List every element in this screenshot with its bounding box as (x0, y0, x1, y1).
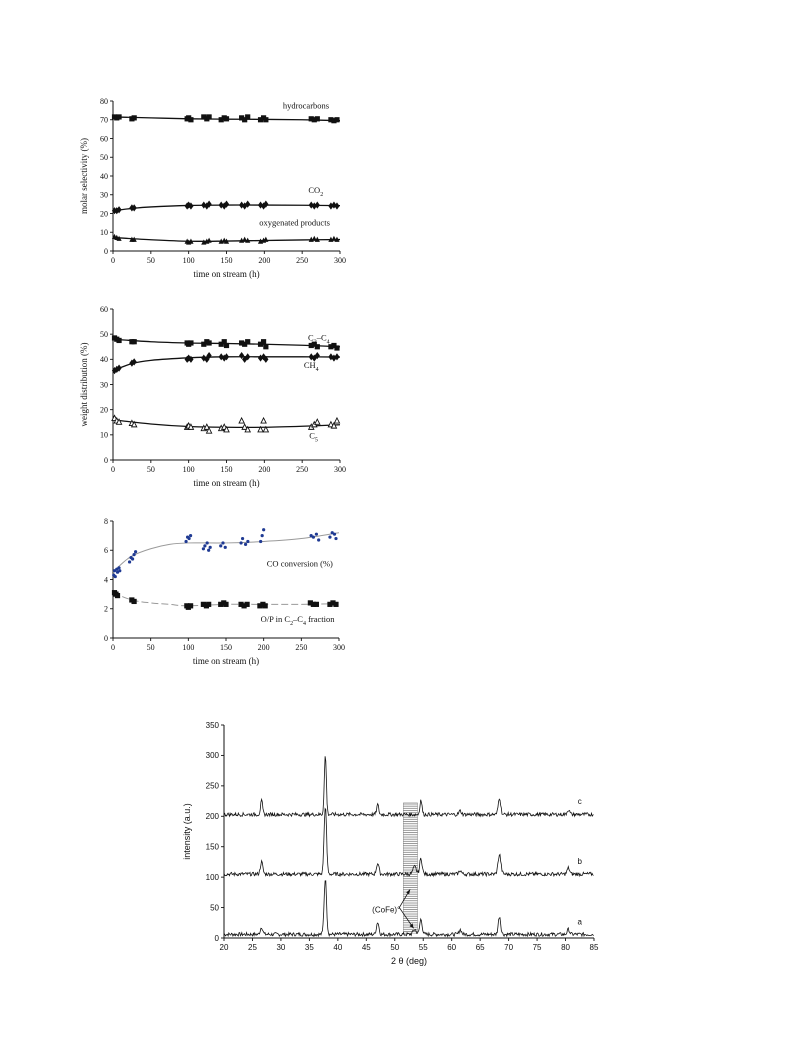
x-tick-label: 70 (504, 943, 514, 952)
data-point (131, 557, 134, 560)
trace-label: c (577, 797, 582, 807)
y-tick-label: 30 (100, 190, 108, 200)
x-tick-label: 60 (447, 943, 457, 952)
label-part: 4 (302, 620, 306, 627)
data-point (131, 599, 136, 604)
x-tick-label: 300 (334, 465, 346, 474)
data-point (117, 566, 120, 569)
data-point (115, 593, 120, 598)
data-point (224, 116, 229, 121)
x-tick-label: 200 (258, 465, 271, 474)
series-label (304, 360, 319, 373)
y-axis-label: intensity (a.u.) (182, 803, 192, 860)
y-tick-label: 0 (104, 633, 108, 643)
data-point (207, 549, 210, 552)
x-tick-label: 100 (182, 465, 195, 474)
data-point (315, 533, 318, 536)
data-point (221, 541, 224, 544)
data-point (132, 553, 135, 556)
data-point (189, 534, 192, 537)
data-point (187, 537, 190, 540)
y-tick-label: 6 (104, 546, 108, 556)
x-tick-label: 50 (146, 465, 155, 474)
data-point (312, 535, 315, 538)
data-point (261, 534, 264, 537)
x-tick-label: 80 (561, 943, 570, 952)
data-point (333, 533, 336, 536)
x-tick-label: 50 (146, 256, 155, 265)
y-tick-label: 10 (100, 430, 108, 440)
label-part: 4 (326, 339, 330, 346)
x-axis-label: time on stream (h) (193, 269, 260, 279)
x-tick-label: 50 (146, 643, 155, 652)
y-tick-label: 350 (205, 720, 219, 730)
y-tick-label: 30 (100, 380, 108, 390)
x-tick-label: 0 (111, 643, 115, 652)
y-tick-label: 0 (104, 246, 108, 256)
data-point (263, 344, 268, 349)
y-tick-label: 8 (104, 516, 108, 526)
data-point (239, 541, 242, 544)
data-point (245, 339, 250, 344)
data-point (188, 340, 193, 345)
x-tick-label: 55 (418, 943, 428, 952)
x-tick-label: 300 (333, 643, 345, 652)
data-point (261, 418, 266, 423)
data-point (206, 602, 211, 607)
trace-label: b (577, 856, 582, 866)
data-point (206, 340, 211, 345)
data-point (334, 117, 339, 122)
data-point (263, 603, 268, 608)
y-axis-label: weight distribution (%) (79, 342, 89, 427)
x-axis-label: 2 θ (deg) (390, 956, 428, 966)
label-part: fraction (305, 613, 335, 624)
y-tick-label: 200 (205, 812, 219, 822)
data-point (132, 339, 137, 344)
data-point (224, 343, 229, 348)
x-tick-label: 35 (304, 943, 314, 952)
data-point (241, 537, 244, 540)
chart-xrd-pattern (182, 721, 599, 966)
x-tick-label: 85 (589, 943, 599, 952)
x-tick-label: 0 (111, 465, 115, 474)
y-tick-label: 150 (205, 842, 219, 852)
x-tick-label: 200 (258, 256, 271, 265)
data-point (114, 575, 117, 578)
data-point (334, 537, 337, 540)
hatched-band (403, 803, 417, 933)
data-point (239, 418, 244, 423)
data-point (334, 418, 339, 423)
series-label (308, 185, 323, 198)
label-part: CH (303, 360, 316, 371)
data-point (315, 116, 320, 121)
data-point (333, 602, 338, 607)
annotation-label: (CoFe)° (372, 905, 401, 915)
data-point (224, 546, 227, 549)
x-tick-label: 150 (220, 256, 233, 265)
x-tick-label: 250 (296, 256, 309, 265)
y-tick-label: 10 (100, 228, 108, 238)
y-tick-label: 100 (205, 872, 219, 882)
data-point (246, 540, 249, 543)
data-point (202, 547, 205, 550)
y-tick-label: 20 (100, 209, 108, 219)
x-tick-label: 40 (333, 943, 343, 952)
x-tick-label: 75 (532, 943, 542, 952)
data-point (245, 114, 250, 119)
y-tick-label: 0 (214, 933, 219, 943)
data-point (128, 560, 131, 563)
label-part: 2 (313, 339, 317, 346)
x-axis-label: time on stream (h) (192, 656, 260, 666)
data-point (262, 528, 265, 531)
y-tick-label: 250 (205, 781, 219, 791)
data-point (188, 603, 193, 608)
y-axis-label: molar selectivity (%) (79, 138, 89, 214)
x-tick-label: 50 (390, 943, 400, 952)
data-point (134, 550, 137, 553)
x-tick-label: 25 (248, 943, 257, 952)
data-point (317, 538, 320, 541)
x-tick-label: 150 (220, 643, 232, 652)
y-tick-label: 4 (104, 575, 108, 585)
x-tick-label: 250 (296, 465, 309, 474)
data-point (184, 540, 187, 543)
y-tick-label: 80 (100, 96, 108, 106)
data-point (188, 117, 193, 122)
series-label (261, 614, 336, 627)
y-tick-label: 70 (100, 115, 108, 125)
chart-co-conversion (104, 517, 345, 666)
data-point (132, 115, 137, 120)
data-point (328, 535, 331, 538)
data-point (261, 339, 266, 344)
x-tick-label: 300 (334, 256, 346, 265)
y-tick-label: 50 (100, 153, 108, 163)
x-tick-label: 65 (475, 943, 485, 952)
data-point (263, 117, 268, 122)
x-tick-label: 100 (182, 643, 195, 652)
x-tick-label: 150 (220, 465, 233, 474)
y-tick-label: 40 (100, 355, 108, 365)
data-point (116, 114, 121, 119)
data-point (116, 338, 121, 343)
label-part: 2 (320, 191, 324, 198)
x-tick-label: 100 (182, 256, 195, 265)
y-tick-label: 60 (100, 304, 108, 314)
data-point (315, 419, 320, 424)
y-tick-label: 50 (100, 329, 108, 339)
y-tick-label: 40 (100, 171, 108, 181)
label-part: C (309, 430, 315, 441)
trace-label: a (577, 917, 582, 927)
series-label (309, 431, 318, 444)
data-point (206, 541, 209, 544)
data-point (219, 544, 222, 547)
series-label (283, 101, 329, 111)
x-tick-label: 45 (361, 943, 371, 952)
label-part: CO conversion (%) (266, 558, 333, 569)
y-tick-label: 50 (210, 903, 219, 913)
label-part: oxygenated products (259, 217, 330, 228)
data-point (223, 602, 228, 607)
label-part: –C (293, 613, 303, 624)
data-point (203, 544, 206, 547)
data-point (244, 543, 247, 546)
label-part: –C (316, 332, 327, 343)
label-part: CO (308, 184, 321, 195)
label-part: C (308, 332, 314, 343)
data-point (118, 569, 121, 572)
x-tick-label: 250 (295, 643, 308, 652)
data-point (334, 345, 339, 350)
y-tick-label: 300 (205, 751, 219, 761)
y-tick-label: 0 (104, 455, 108, 465)
label-part: O/P in C (260, 613, 291, 624)
x-tick-label: 20 (219, 943, 229, 952)
label-part: 4 (315, 367, 319, 374)
x-axis-label: time on stream (h) (193, 478, 260, 488)
x-tick-label: 0 (111, 256, 115, 265)
label-part: 2 (290, 620, 294, 627)
label-part: hydrocarbons (282, 100, 330, 111)
x-tick-label: 200 (257, 643, 270, 652)
data-point (209, 546, 212, 549)
data-point (314, 602, 319, 607)
data-point (259, 540, 262, 543)
label-part: 5 (314, 437, 318, 444)
chart-weight-distribution (79, 305, 346, 488)
y-tick-label: 60 (100, 134, 108, 144)
y-tick-label: 2 (104, 604, 108, 614)
chart-molar-selectivity (79, 97, 346, 279)
data-point (244, 602, 249, 607)
series-label (259, 218, 330, 228)
series-label (267, 558, 333, 568)
x-tick-label: 30 (276, 943, 286, 952)
y-tick-label: 20 (100, 405, 108, 415)
data-point (206, 114, 211, 119)
